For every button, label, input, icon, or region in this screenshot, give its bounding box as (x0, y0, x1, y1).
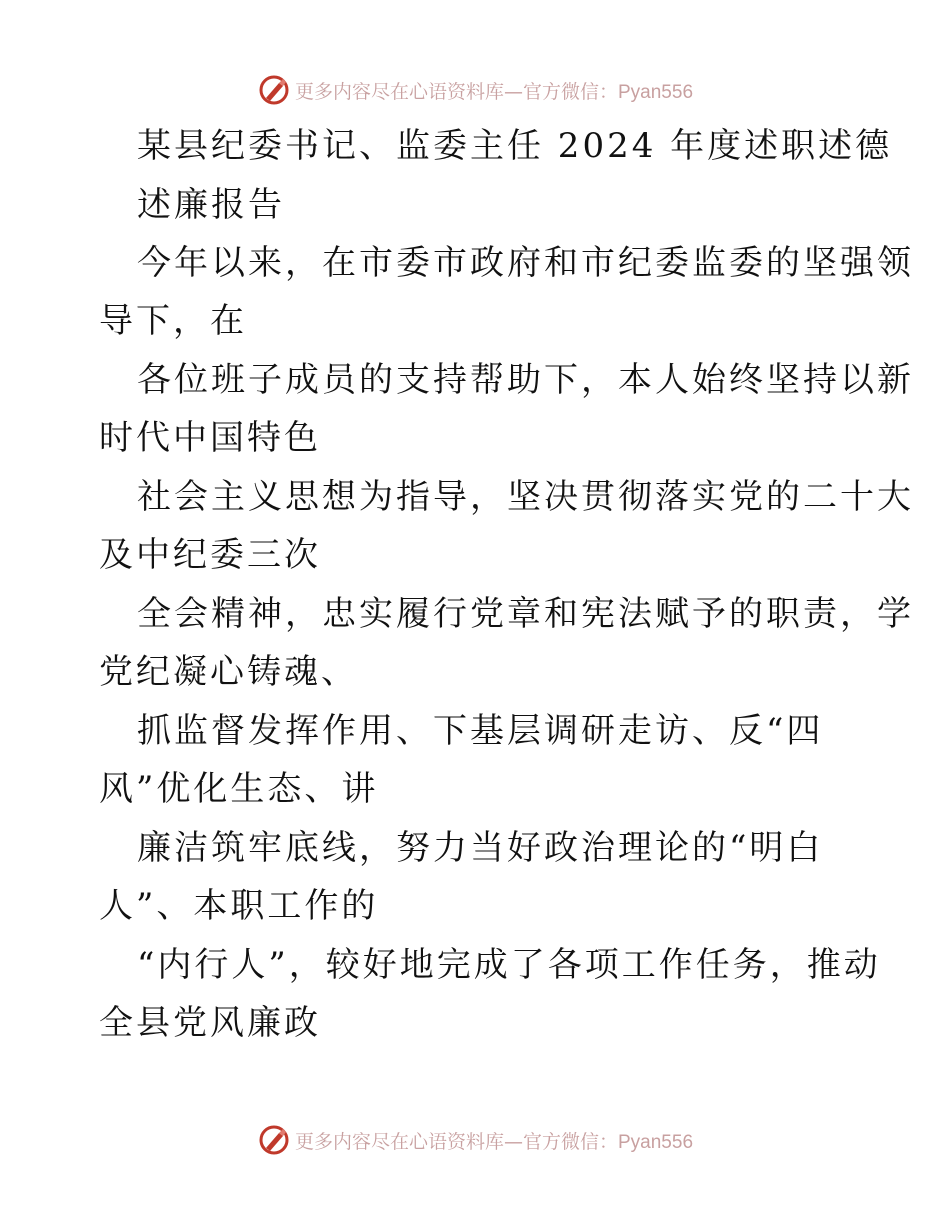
body-line: 全县党风廉政 (99, 1003, 321, 1043)
body-line: “内行人”，较好地完成了各项工作任务，推动 (137, 945, 881, 985)
banner-site: 更多内容尽在心语资料库 (294, 80, 504, 103)
body-line: 人”、本职工作的 (99, 886, 379, 926)
pen-logo-icon (257, 73, 291, 107)
body-line: 抓监督发挥作用、下基层调研走访、反“四 (137, 711, 824, 751)
footer-banner-text (295, 1127, 693, 1154)
body-line: 今年以来，在市委市政府和市纪委监委的坚强领 (137, 243, 914, 283)
body-line: 全会精神，忠实履行党章和宪法赋予的职责，学 (137, 594, 914, 634)
banner-wechat-label: 官方微信： (522, 1130, 618, 1153)
banner-site: 更多内容尽在心语资料库 (294, 1130, 504, 1153)
banner-separator: — (503, 80, 523, 103)
footer-banner (0, 1120, 950, 1160)
banner-handle: Pyan556 (618, 81, 694, 103)
body-line: 社会主义思想为指导，坚决贯彻落实党的二十大 (137, 477, 914, 517)
body-line: 廉洁筑牢底线，努力当好政治理论的“明白 (137, 828, 824, 868)
doc-title-line-2: 述廉报告 (137, 185, 285, 225)
body-line: 党纪凝心铸魂、 (99, 652, 358, 692)
body-line: 时代中国特色 (99, 418, 321, 458)
doc-title-line-1: 某县纪委书记、监委主任 2024 年度述职述德 (137, 126, 893, 166)
banner-separator: — (503, 1130, 523, 1153)
banner-wechat-label: 官方微信： (522, 80, 618, 103)
header-banner (0, 70, 950, 110)
body-line: 风”优化生态、讲 (99, 769, 379, 809)
banner-handle: Pyan556 (618, 1131, 694, 1153)
pen-logo-icon (257, 1123, 291, 1157)
header-banner-text (295, 77, 693, 104)
body-line: 导下，在 (99, 301, 247, 341)
body-line: 各位班子成员的支持帮助下，本人始终坚持以新 (137, 360, 914, 400)
body-line: 及中纪委三次 (99, 535, 321, 575)
